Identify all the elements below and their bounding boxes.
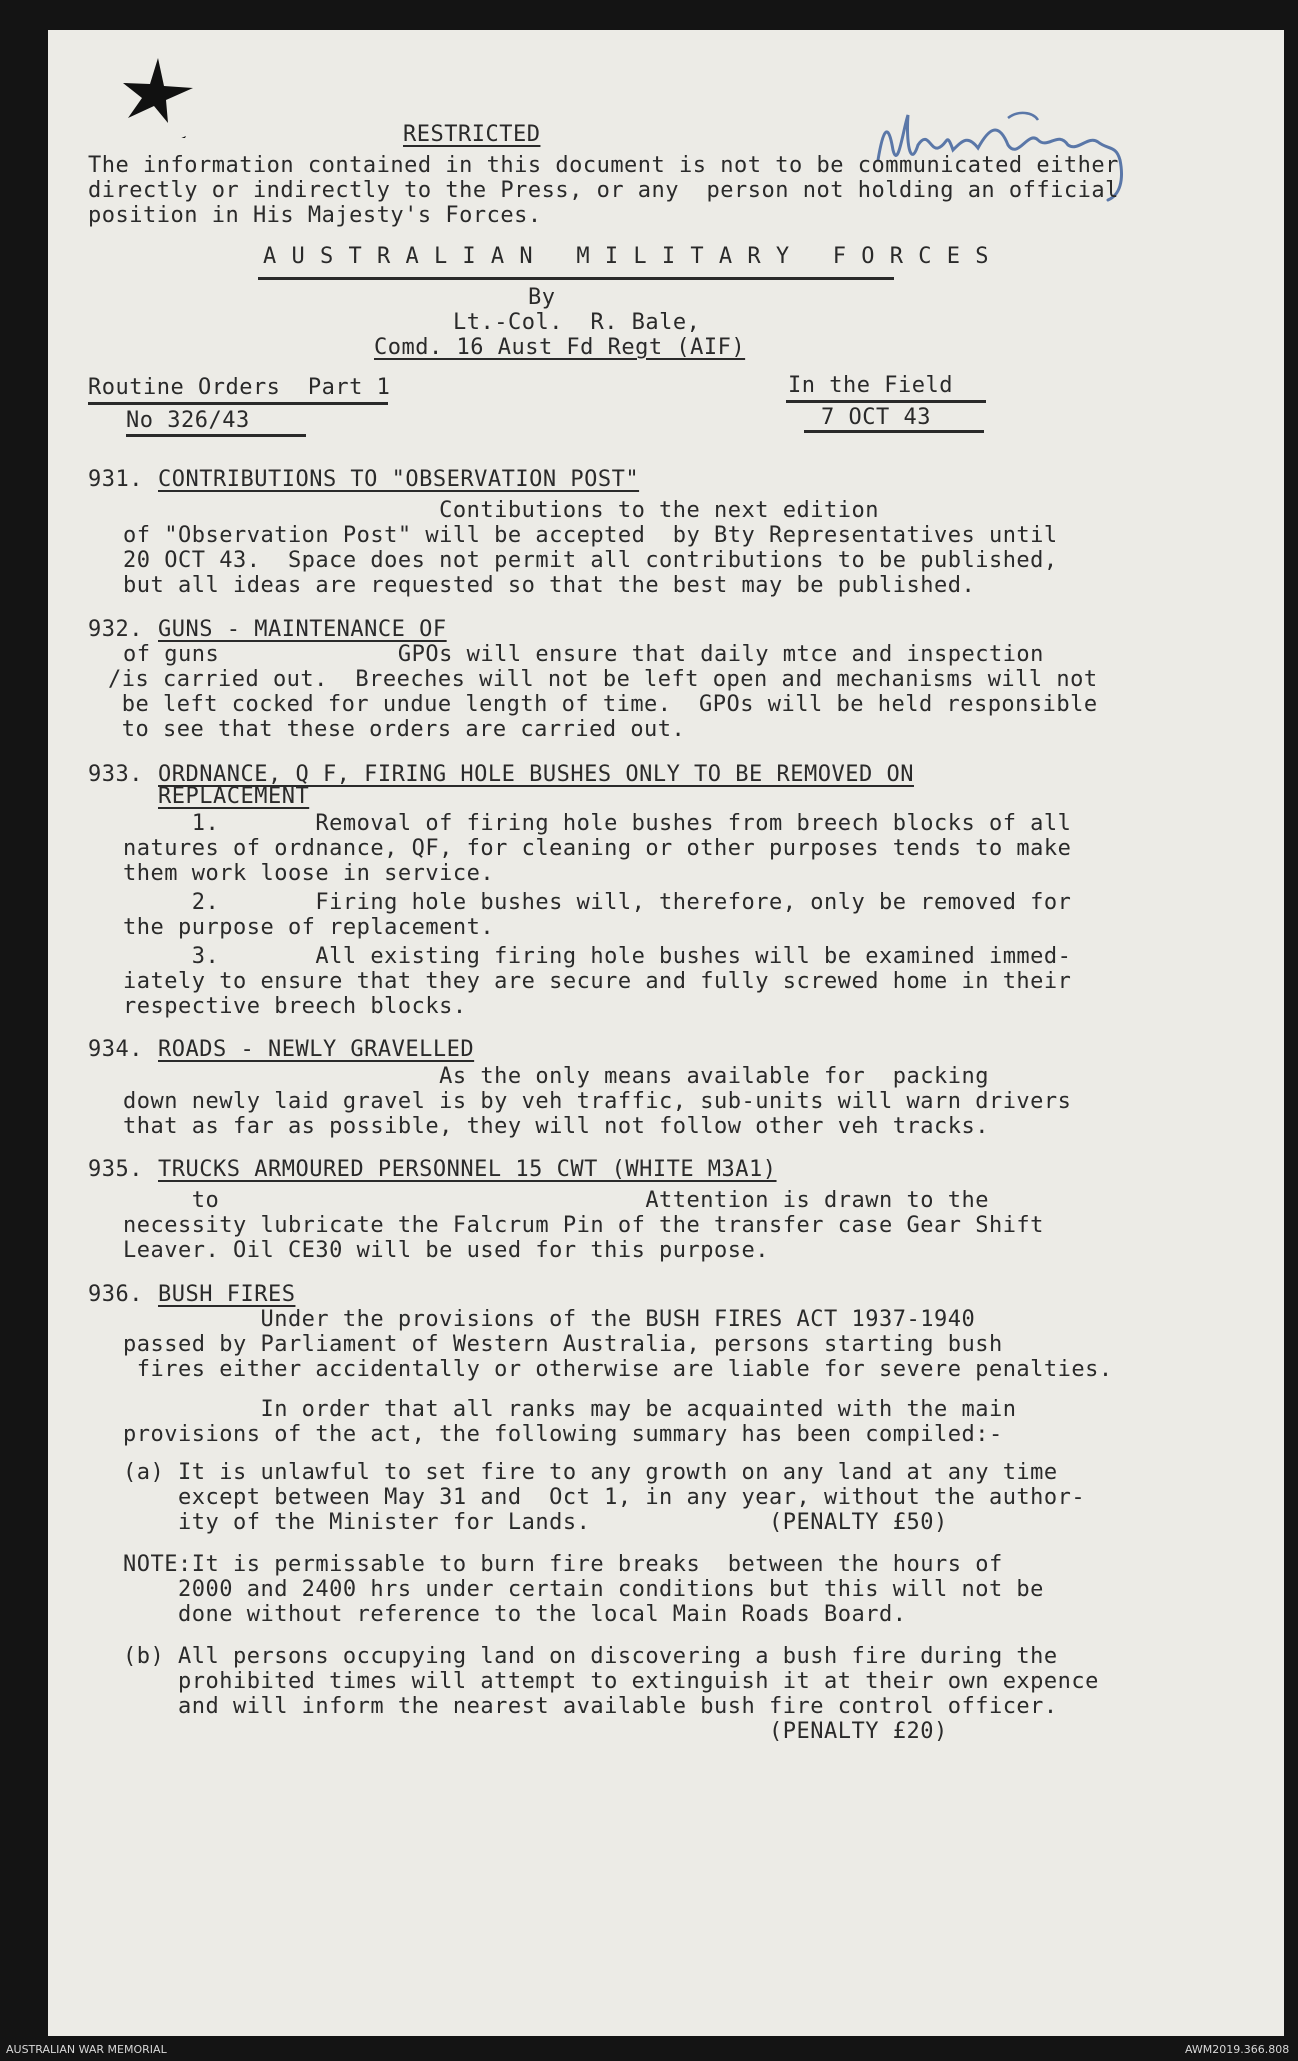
orders-number-underline bbox=[126, 434, 306, 437]
section-number: 931. bbox=[88, 467, 143, 492]
section-title-continued: REPLACEMENT bbox=[158, 784, 310, 809]
order-date: 7 OCT 43 bbox=[821, 405, 931, 430]
section-line: the purpose of replacement. bbox=[123, 915, 495, 940]
commander-name: Lt.-Col. R. Bale, bbox=[453, 310, 701, 335]
section-line: As the only means available for packing bbox=[123, 1064, 989, 1089]
section-line: except between May 31 and Oct 1, in any year, without the author- bbox=[123, 1485, 1086, 1510]
section-line: respective breech blocks. bbox=[123, 994, 467, 1019]
section-line: to see that these orders are carried out. bbox=[108, 717, 686, 742]
force-underline bbox=[258, 277, 894, 280]
section-title: ROADS - NEWLY GRAVELLED bbox=[158, 1037, 475, 1062]
section-line: Contibutions to the next edition bbox=[123, 498, 879, 523]
section-line: be left cocked for undue length of time. GPOs will be held responsible bbox=[108, 692, 1098, 717]
section-line: them work loose in service. bbox=[123, 861, 495, 886]
section-line: natures of ordnance, QF, for cleaning or other purposes tends to make bbox=[123, 836, 1072, 861]
section-line: prohibited times will attempt to extinguish it at their own expence bbox=[123, 1669, 1099, 1694]
section-line: (a) It is unlawful to set fire to any growth on any land at any time bbox=[123, 1460, 1058, 1485]
orders-part: Routine Orders Part 1 bbox=[88, 375, 391, 400]
section-line: provisions of the act, the following summary has been compiled:- bbox=[123, 1422, 1003, 1447]
section-line: of "Observation Post" will be accepted by Bty Representatives until bbox=[123, 523, 1058, 548]
section-line: fires either accidentally or otherwise are liable for severe penalties. bbox=[123, 1357, 1113, 1382]
section-line: and will inform the nearest available bush fire control officer. bbox=[123, 1694, 1058, 1719]
section-number: 935. bbox=[88, 1157, 143, 1182]
section-line: passed by Parliament of Western Australia, persons starting bush bbox=[123, 1332, 1003, 1357]
section-line: Leaver. Oil CE30 will be used for this purpose. bbox=[123, 1238, 770, 1263]
notice-line: directly or indirectly to the Press, or any person not holding an official bbox=[88, 178, 1119, 203]
section-title: TRUCKS ARMOURED PERSONNEL 15 CWT (WHITE M3A1) bbox=[158, 1157, 777, 1182]
section-line: of guns GPOs will ensure that daily mtce and inspection bbox=[123, 642, 1044, 667]
section-line: /is carried out. Breeches will not be left open and mechanisms will not bbox=[108, 667, 1098, 692]
section-line: that as far as possible, they will not follow other veh tracks. bbox=[123, 1114, 989, 1139]
notice-line: position in His Majesty's Forces. bbox=[88, 203, 542, 228]
date-underline bbox=[804, 430, 984, 433]
by-label: By bbox=[528, 285, 556, 310]
section-line: NOTE:It is permissable to burn fire breaks between the hours of bbox=[123, 1552, 1003, 1577]
ink-star-mark bbox=[108, 48, 198, 138]
section-line: done without reference to the local Main Roads Board. bbox=[123, 1602, 907, 1627]
force-title: A U S T R A L I A N M I L I T A R Y F O R C E S bbox=[263, 244, 990, 269]
orders-part-underline bbox=[88, 402, 388, 405]
section-line: 20 OCT 43. Space does not permit all contributions to be published, bbox=[123, 548, 1058, 573]
notice-line: The information contained in this document is not to be communicated either bbox=[88, 153, 1119, 178]
restricted-label: RESTRICTED bbox=[403, 122, 541, 147]
section-number: 932. bbox=[88, 617, 143, 642]
section-line: 2000 and 2400 hrs under certain conditions but this will not be bbox=[123, 1577, 1044, 1602]
location-underline bbox=[786, 400, 986, 403]
footer-accession: AWM2019.366.808 bbox=[1185, 2043, 1290, 2056]
orders-number: No 326/43 bbox=[126, 408, 250, 433]
section-line: 3. All existing firing hole bushes will be examined immed- bbox=[123, 944, 1072, 969]
footer-source: AUSTRALIAN WAR MEMORIAL bbox=[6, 2043, 167, 2056]
section-line: In order that all ranks may be acquainted with the main bbox=[123, 1397, 1017, 1422]
section-number: 934. bbox=[88, 1037, 143, 1062]
section-line: (b) All persons occupying land on discovering a bush fire during the bbox=[123, 1644, 1058, 1669]
section-title: CONTRIBUTIONS TO "OBSERVATION POST" bbox=[158, 467, 640, 492]
section-line: necessity lubricate the Falcrum Pin of the transfer case Gear Shift bbox=[123, 1213, 1044, 1238]
section-title: ORDNANCE, Q F, FIRING HOLE BUSHES ONLY TO BE REMOVED ON bbox=[158, 762, 914, 787]
section-line: 2. Firing hole bushes will, therefore, only be removed for bbox=[123, 890, 1072, 915]
location-label: In the Field bbox=[788, 373, 953, 398]
section-line: 1. Removal of firing hole bushes from breech blocks of all bbox=[123, 811, 1072, 836]
section-number: 933. bbox=[88, 762, 143, 787]
section-line: but all ideas are requested so that the best may be published. bbox=[123, 573, 976, 598]
section-number: 936. bbox=[88, 1282, 143, 1307]
section-line: to Attention is drawn to the bbox=[123, 1188, 989, 1213]
section-title: BUSH FIRES bbox=[158, 1282, 296, 1307]
section-line: (PENALTY £20) bbox=[123, 1719, 948, 1744]
unit-name: Comd. 16 Aust Fd Regt (AIF) bbox=[374, 335, 746, 360]
section-line: Under the provisions of the BUSH FIRES ACT 1937-1940 bbox=[123, 1307, 976, 1332]
document-page bbox=[48, 30, 1284, 2036]
section-title: GUNS - MAINTENANCE OF bbox=[158, 617, 447, 642]
section-line: iately to ensure that they are secure and fully screwed home in their bbox=[123, 969, 1072, 994]
section-line: ity of the Minister for Lands. (PENALTY £50) bbox=[123, 1510, 948, 1535]
section-line: down newly laid gravel is by veh traffic, sub-units will warn drivers bbox=[123, 1089, 1072, 1114]
